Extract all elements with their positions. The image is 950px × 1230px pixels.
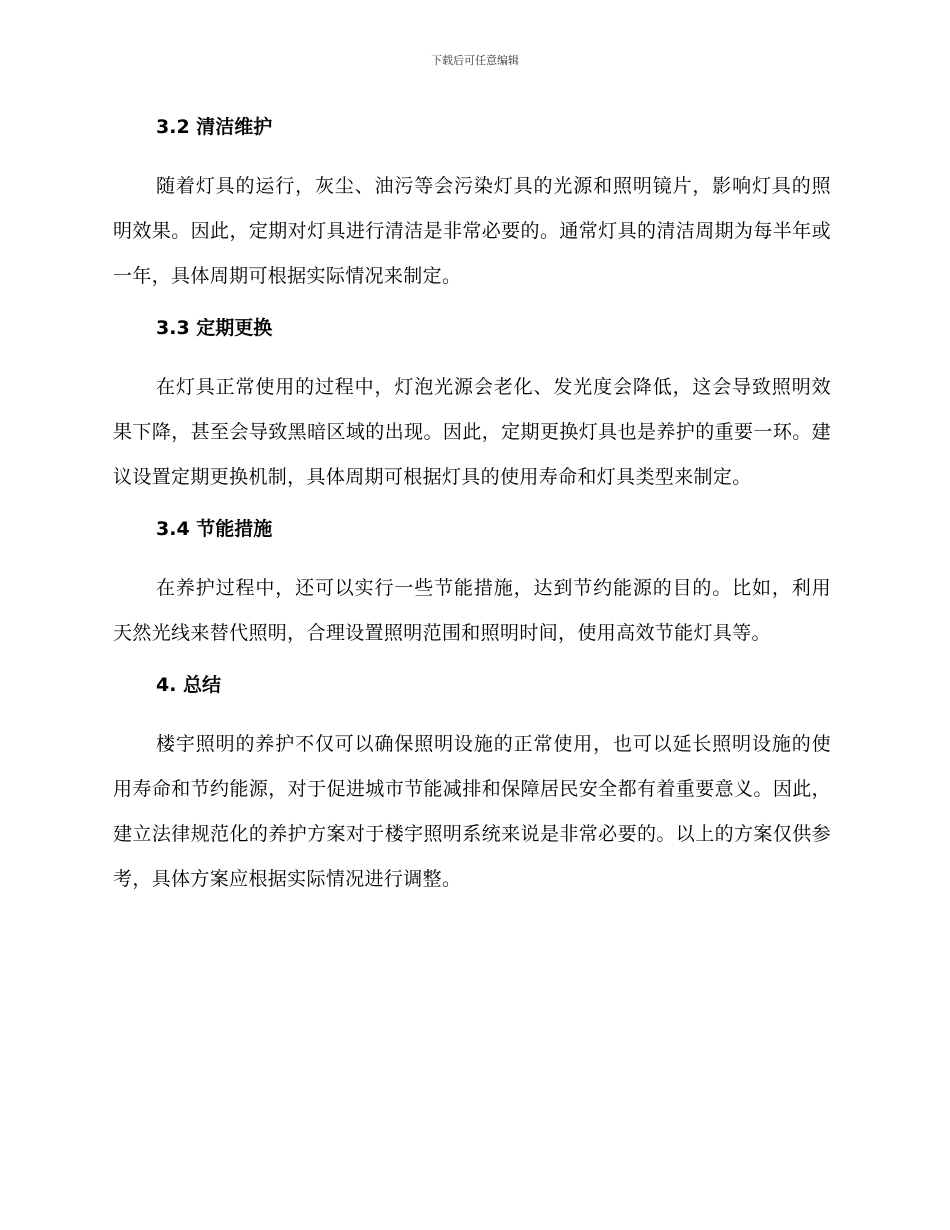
section-paragraph: 在灯具正常使用的过程中，灯泡光源会老化、发光度会降低，这会导致照明效果下降，甚至会导致黑暗区域的出现。因此，定期更换灯具也是养护的重要一环。建议设置定期更换机制，具体周期可根据灯具的使用寿命和灯具类型来制定。 [113,376,831,488]
document-body [113,112,831,902]
section-heading: 3.4 节能措施 [156,518,273,540]
section-periodic-replacement [113,313,831,514]
section-heading: 3.3 定期更换 [156,317,273,339]
section-paragraph: 随着灯具的运行，灰尘、油污等会污染灯具的光源和照明镜片，影响灯具的照明效果。因此，定期对灯具进行清洁是非常必要的。通常灯具的清洁周期为每半年或一年，具体周期可根据实际情况来制定。 [113,175,831,287]
section-heading: 3.2 清洁维护 [156,116,273,138]
section-energy-saving [113,514,831,670]
page-header: 下载后可任意编辑 [431,54,519,67]
section-paragraph: 楼宇照明的养护不仅可以确保照明设施的正常使用，也可以延长照明设施的使用寿命和节约能源，对于促进城市节能减排和保障居民安全都有着重要意义。因此，建立法律规范化的养护方案对于楼宇照明系统来说是非常必要的。以上的方案仅供参考，具体方案应根据实际情况进行调整。 [113,733,831,890]
section-summary [113,670,831,902]
section-heading: 4. 总结 [156,674,222,696]
section-clean-maintenance [113,112,831,313]
section-paragraph: 在养护过程中，还可以实行一些节能措施，达到节约能源的目的。比如，利用天然光线来替代照明，合理设置照明范围和照明时间，使用高效节能灯具等。 [113,577,831,644]
